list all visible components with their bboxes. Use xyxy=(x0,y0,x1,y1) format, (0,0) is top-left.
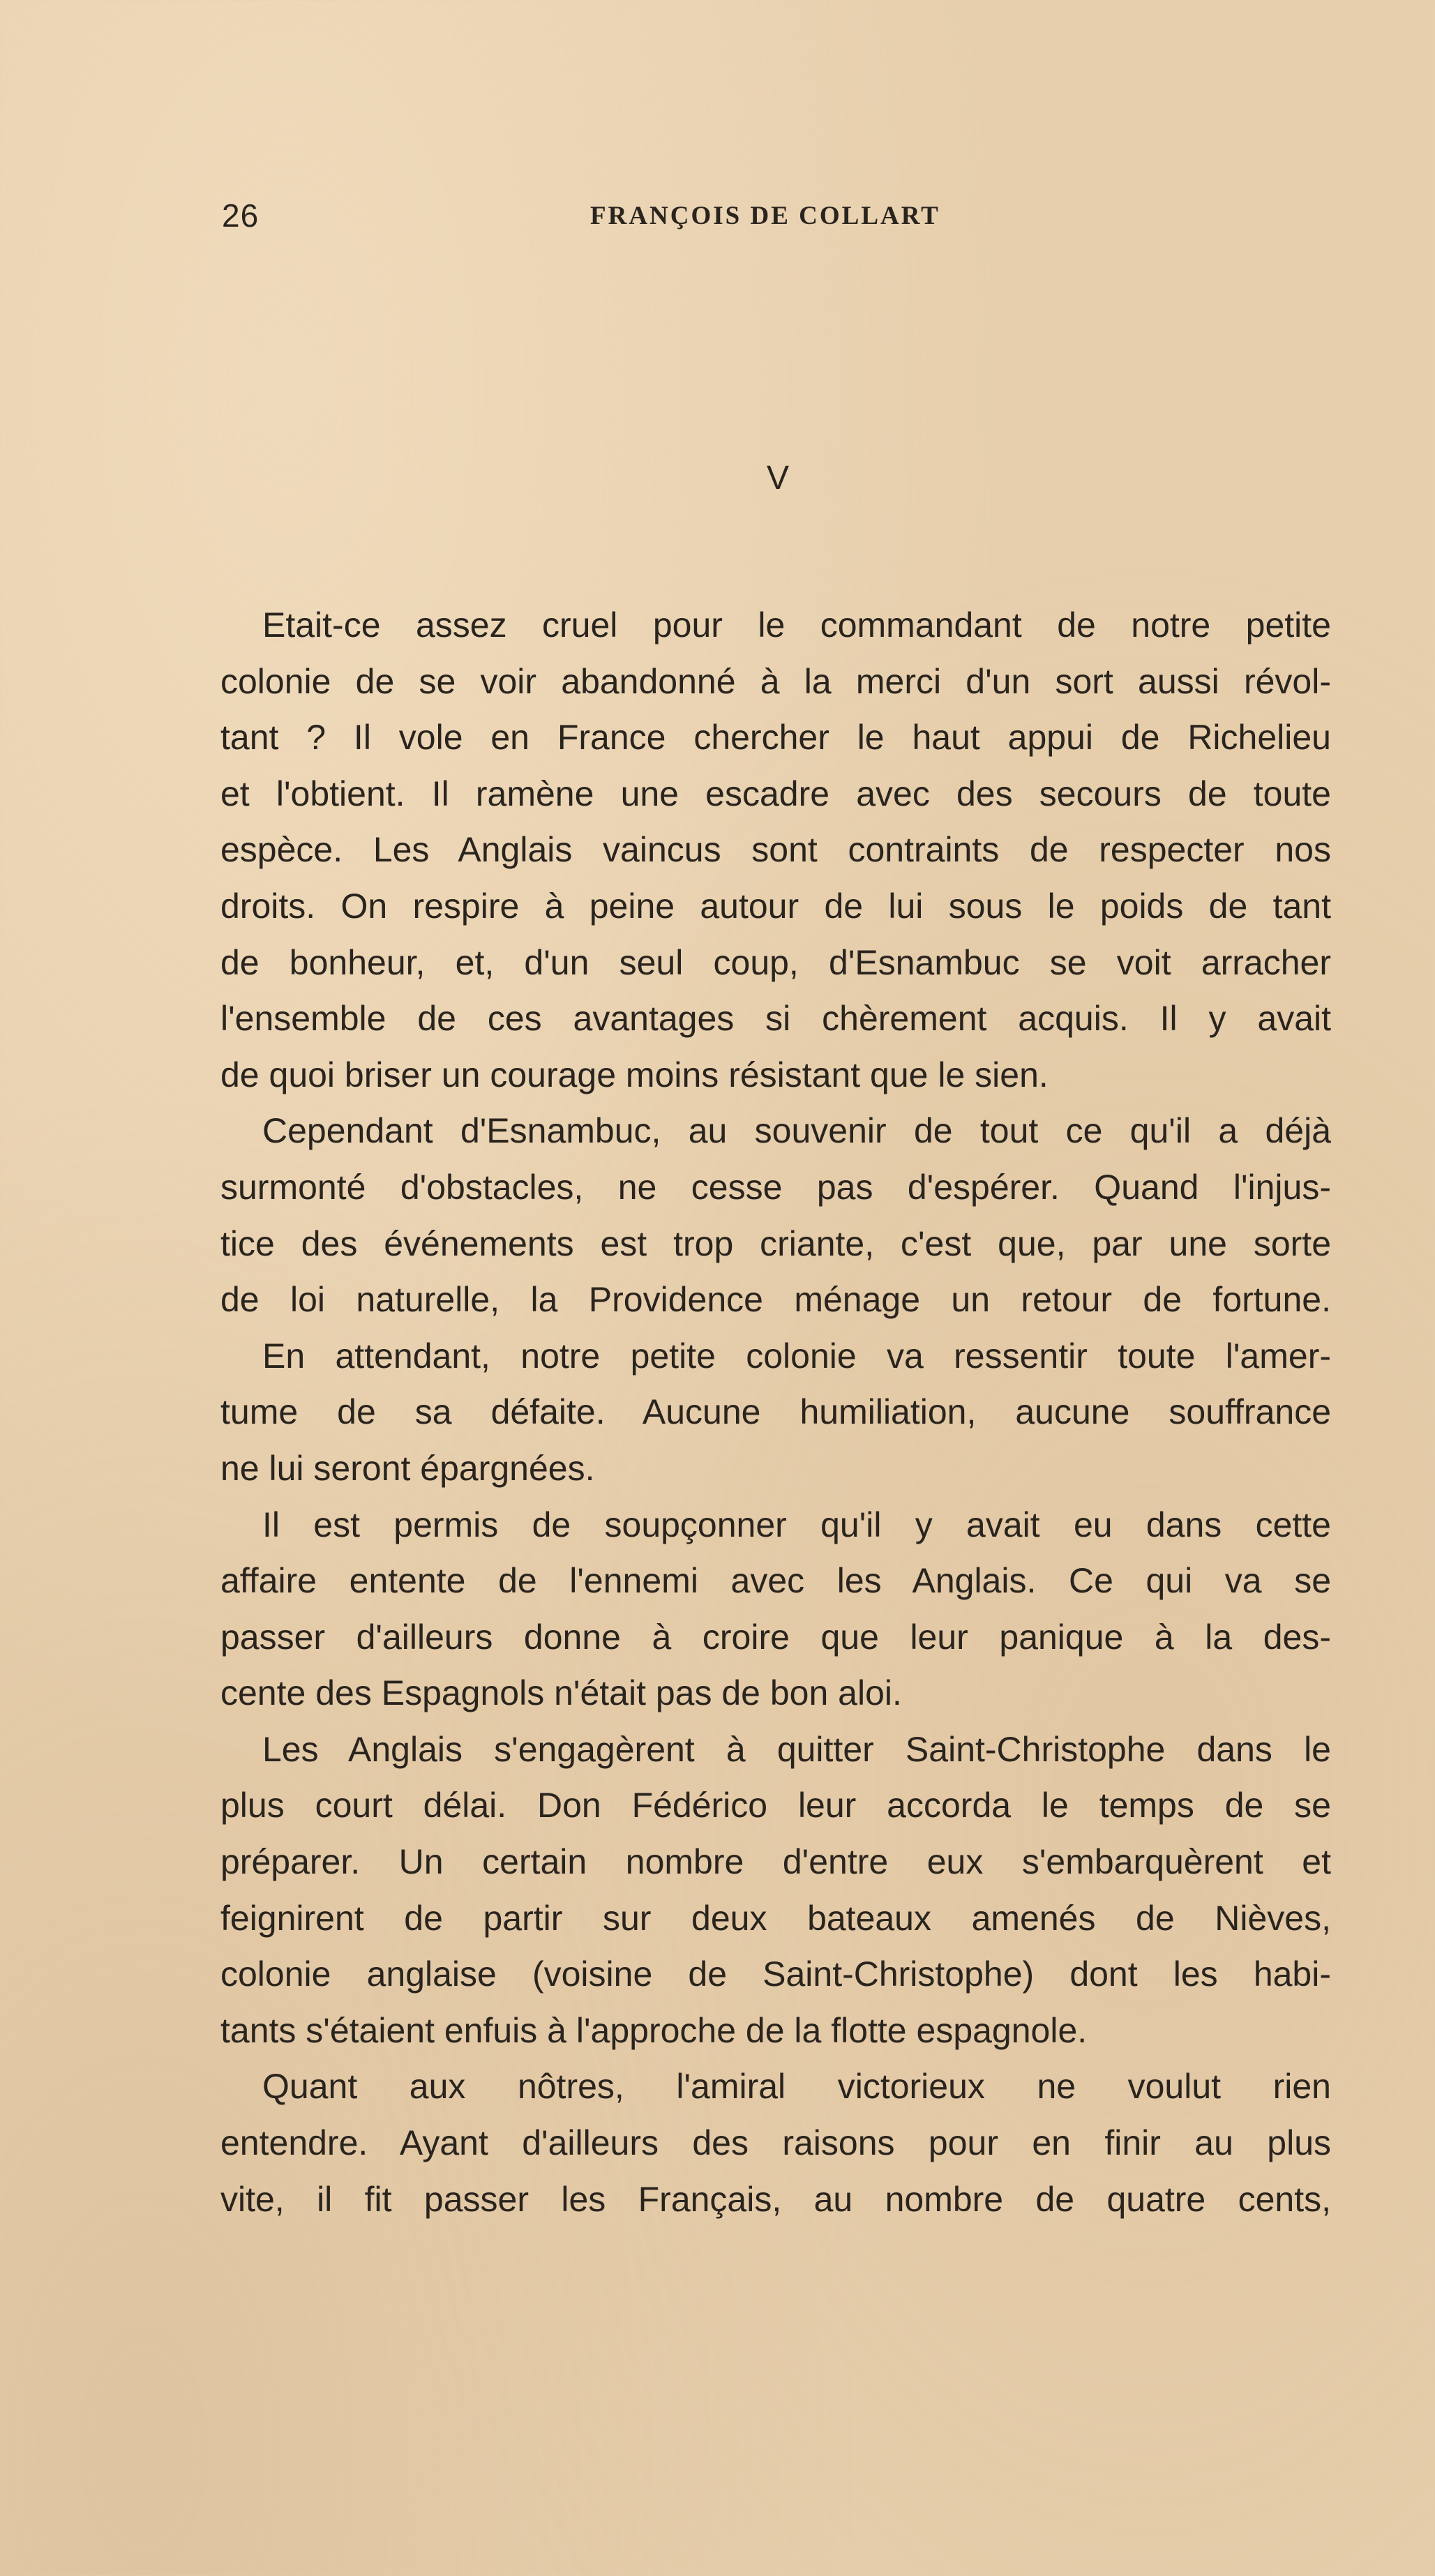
chapter-heading: V xyxy=(766,460,789,497)
body-text xyxy=(220,597,1331,2227)
running-title: FRANÇOIS DE COLLART xyxy=(590,202,940,230)
text-line: colonie anglaise (voisine de Saint-Christophe) dont les habi- xyxy=(220,1954,1331,1994)
text-line: de quoi briser un courage moins résistant que le sien. xyxy=(220,1055,1049,1094)
text-line: colonie de se voir abandonné à la merci d'un sort aussi révol- xyxy=(220,661,1331,701)
text-line: de bonheur, et, d'un seul coup, d'Esnambuc se voit arracher xyxy=(220,942,1331,982)
text-line: Les Anglais s'engagèrent à quitter Saint-Christophe dans le xyxy=(262,1729,1331,1769)
text-line: feignirent de partir sur deux bateaux amenés de Nièves, xyxy=(220,1898,1331,1938)
text-line: de loi naturelle, la Providence ménage un retour de fortune. xyxy=(220,1280,1331,1320)
text-line: vite, il fit passer les Français, au nombre de quatre cents, xyxy=(220,2179,1331,2219)
text-line: entendre. Ayant d'ailleurs des raisons pour en finir au plus xyxy=(220,2123,1331,2163)
text-line: ne lui seront épargnées. xyxy=(220,1448,595,1488)
text-line: espèce. Les Anglais vaincus sont contraints de respecter nos xyxy=(220,830,1331,870)
text-line: Quant aux nôtres, l'amiral victorieux ne voulut rien xyxy=(262,2067,1331,2107)
text-line: tume de sa défaite. Aucune humiliation, aucune souffrance xyxy=(220,1392,1331,1432)
text-line: cente des Espagnols n'était pas de bon aloi. xyxy=(220,1673,902,1713)
text-line: Il est permis de soupçonner qu'il y avait eu dans cette xyxy=(262,1505,1331,1544)
text-line: l'ensemble de ces avantages si chèrement acquis. Il y avait xyxy=(220,999,1331,1039)
text-line: Etait-ce assez cruel pour le commandant de notre petite xyxy=(262,605,1331,645)
text-line: préparer. Un certain nombre d'entre eux s'embarquèrent et xyxy=(220,1842,1331,1882)
text-line: passer d'ailleurs donne à croire que leur panique à la des- xyxy=(220,1617,1331,1657)
text-line: surmonté d'obstacles, ne cesse pas d'espérer. Quand l'injus- xyxy=(220,1167,1331,1207)
text-line: plus court délai. Don Fédérico leur accorda le temps de se xyxy=(220,1786,1331,1825)
page-number: 26 xyxy=(222,197,260,234)
text-line: droits. On respire à peine autour de lui sous le poids de tant xyxy=(220,886,1331,926)
text-line: Cependant d'Esnambuc, au souvenir de tout ce qu'il a déjà xyxy=(262,1111,1331,1151)
text-line: En attendant, notre petite colonie va ressentir toute l'amer- xyxy=(262,1336,1331,1376)
text-line: et l'obtient. Il ramène une escadre avec des secours de toute xyxy=(220,774,1331,813)
text-line: affaire entente de l'ennemi avec les Anglais. Ce qui va se xyxy=(220,1561,1331,1601)
running-head xyxy=(222,197,1331,239)
text-line: tice des événements est trop criante, c'est que, par une sorte xyxy=(220,1223,1331,1263)
text-line: tants s'étaient enfuis à l'approche de la flotte espagnole. xyxy=(220,2010,1088,2050)
text-line: tant ? Il vole en France chercher le haut appui de Richelieu xyxy=(220,718,1331,758)
